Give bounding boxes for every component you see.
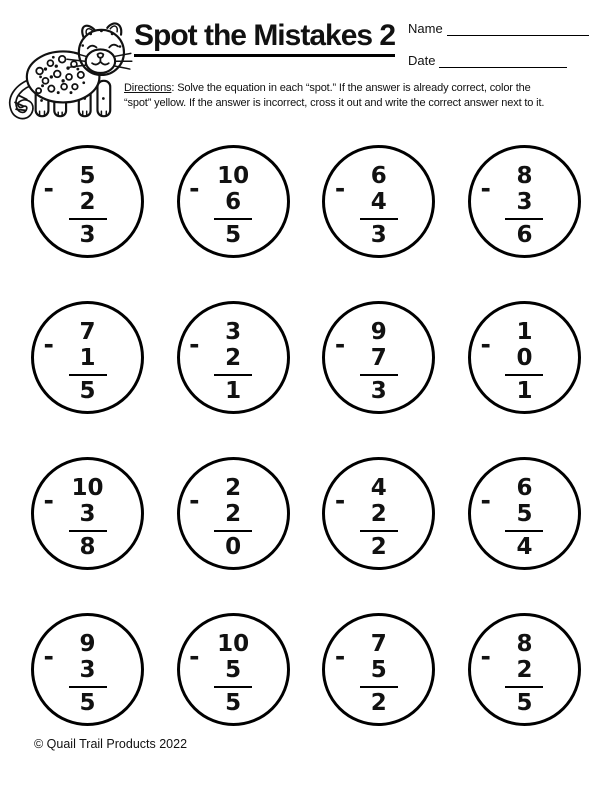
- equals-bar: [360, 530, 398, 532]
- subtrahend: 2: [225, 501, 242, 527]
- spot-9[interactable]: [31, 457, 144, 570]
- minus-sign: -: [480, 330, 491, 359]
- answer: 5: [225, 690, 242, 716]
- subtrahend: 4: [370, 189, 387, 215]
- subtrahend: 6: [225, 189, 242, 215]
- subtraction-problem: [189, 319, 256, 404]
- subtraction-problem: [480, 631, 547, 716]
- subtraction-problem: [334, 631, 402, 716]
- subtrahend: 5: [225, 657, 242, 683]
- equals-bar: [505, 218, 543, 220]
- subtraction-problem: [43, 319, 111, 404]
- subtrahend: 2: [225, 345, 242, 371]
- minuend: 9: [370, 319, 387, 345]
- answer: 8: [79, 534, 96, 560]
- spot-12[interactable]: [468, 457, 581, 570]
- subtrahend: 2: [79, 189, 96, 215]
- equals-bar: [214, 374, 252, 376]
- equals-bar: [69, 218, 107, 220]
- answer: 3: [370, 222, 387, 248]
- minus-sign: -: [189, 642, 200, 671]
- minuend: 10: [71, 475, 104, 501]
- minus-sign: -: [43, 486, 54, 515]
- subtrahend: 5: [370, 657, 387, 683]
- directions-label: Directions: [124, 82, 172, 94]
- subtrahend: 2: [370, 501, 387, 527]
- spot-7[interactable]: [322, 301, 435, 414]
- subtraction-problem: [480, 319, 547, 404]
- minus-sign: -: [334, 330, 346, 359]
- subtraction-problem: [43, 631, 111, 716]
- answer: 3: [79, 222, 96, 248]
- equals-bar: [214, 530, 252, 532]
- spot-4[interactable]: [468, 145, 581, 258]
- footer-copyright: © Quail Trail Products 2022: [34, 737, 188, 751]
- minus-sign: -: [189, 174, 200, 203]
- directions-line-2: “spot” yellow. If the answer is incorrect, cross it out and write the correct answer next to it.: [124, 96, 545, 109]
- minuend: 8: [516, 631, 533, 657]
- date-label: Date: [408, 53, 436, 68]
- minus-sign: -: [334, 486, 346, 515]
- subtraction-problem: [480, 475, 547, 560]
- answer: 4: [516, 534, 533, 560]
- minuend: 6: [516, 475, 533, 501]
- leopard-clipart: [6, 20, 134, 124]
- answer: 2: [370, 690, 387, 716]
- subtraction-problem: [334, 319, 402, 404]
- equals-bar: [360, 218, 398, 220]
- minus-sign: -: [43, 174, 54, 203]
- subtrahend: 3: [79, 657, 96, 683]
- subtrahend: 3: [516, 189, 533, 215]
- spot-5[interactable]: [31, 301, 144, 414]
- date-line[interactable]: [439, 54, 567, 68]
- answer: 2: [370, 534, 387, 560]
- minus-sign: -: [189, 330, 200, 359]
- minuend: 10: [217, 631, 250, 657]
- answer: 3: [370, 378, 387, 404]
- equals-bar: [505, 530, 543, 532]
- answer: 0: [225, 534, 242, 560]
- spot-16[interactable]: [468, 613, 581, 726]
- spot-6[interactable]: [177, 301, 290, 414]
- subtrahend: 0: [516, 345, 533, 371]
- spot-15[interactable]: [322, 613, 435, 726]
- answer: 1: [225, 378, 242, 404]
- spot-10[interactable]: [177, 457, 290, 570]
- subtrahend: 5: [516, 501, 533, 527]
- subtraction-problem: [334, 163, 402, 248]
- minuend: 8: [516, 163, 533, 189]
- equals-bar: [69, 686, 107, 688]
- answer: 6: [516, 222, 533, 248]
- subtraction-problem: [189, 163, 256, 248]
- spot-14[interactable]: [177, 613, 290, 726]
- name-line[interactable]: [447, 22, 589, 36]
- spot-3[interactable]: [322, 145, 435, 258]
- minuend: 3: [225, 319, 242, 345]
- spot-grid: [31, 145, 581, 726]
- equals-bar: [69, 374, 107, 376]
- minus-sign: -: [43, 642, 54, 671]
- answer: 1: [516, 378, 533, 404]
- answer: 5: [516, 690, 533, 716]
- subtraction-problem: [334, 475, 402, 560]
- name-field-row: [408, 21, 589, 36]
- equals-bar: [505, 686, 543, 688]
- page-title: Spot the Mistakes 2: [134, 20, 395, 57]
- subtrahend: 7: [370, 345, 387, 371]
- equals-bar: [360, 686, 398, 688]
- spot-13[interactable]: [31, 613, 144, 726]
- name-label: Name: [408, 21, 443, 36]
- minus-sign: -: [334, 174, 346, 203]
- equals-bar: [214, 686, 252, 688]
- subtraction-problem: [43, 163, 111, 248]
- minuend: 10: [217, 163, 250, 189]
- minuend: 7: [79, 319, 96, 345]
- minus-sign: -: [43, 330, 54, 359]
- minuend: 5: [79, 163, 96, 189]
- directions-line-1: Directions: Solve the equation in each “spot.” If the answer is already correct, color the: [124, 82, 531, 94]
- spot-11[interactable]: [322, 457, 435, 570]
- subtrahend: 1: [79, 345, 96, 371]
- equals-bar: [505, 374, 543, 376]
- answer: 5: [225, 222, 242, 248]
- minuend: 7: [370, 631, 387, 657]
- minus-sign: -: [480, 174, 491, 203]
- minuend: 9: [79, 631, 96, 657]
- minus-sign: -: [334, 642, 346, 671]
- equals-bar: [214, 218, 252, 220]
- minus-sign: -: [189, 486, 200, 515]
- minus-sign: -: [480, 486, 491, 515]
- answer: 5: [79, 378, 96, 404]
- spot-1[interactable]: [31, 145, 144, 258]
- subtraction-problem: [480, 163, 547, 248]
- spot-8[interactable]: [468, 301, 581, 414]
- date-field-row: [408, 53, 567, 68]
- subtraction-problem: [189, 631, 256, 716]
- subtrahend: 3: [79, 501, 96, 527]
- subtraction-problem: [43, 475, 111, 560]
- minuend: 2: [225, 475, 242, 501]
- equals-bar: [360, 374, 398, 376]
- answer: 5: [79, 690, 96, 716]
- subtraction-problem: [189, 475, 256, 560]
- minus-sign: -: [480, 642, 491, 671]
- minuend: 4: [370, 475, 387, 501]
- subtrahend: 2: [516, 657, 533, 683]
- directions-text: [124, 81, 606, 110]
- minuend: 6: [370, 163, 387, 189]
- equals-bar: [69, 530, 107, 532]
- minuend: 1: [516, 319, 533, 345]
- spot-2[interactable]: [177, 145, 290, 258]
